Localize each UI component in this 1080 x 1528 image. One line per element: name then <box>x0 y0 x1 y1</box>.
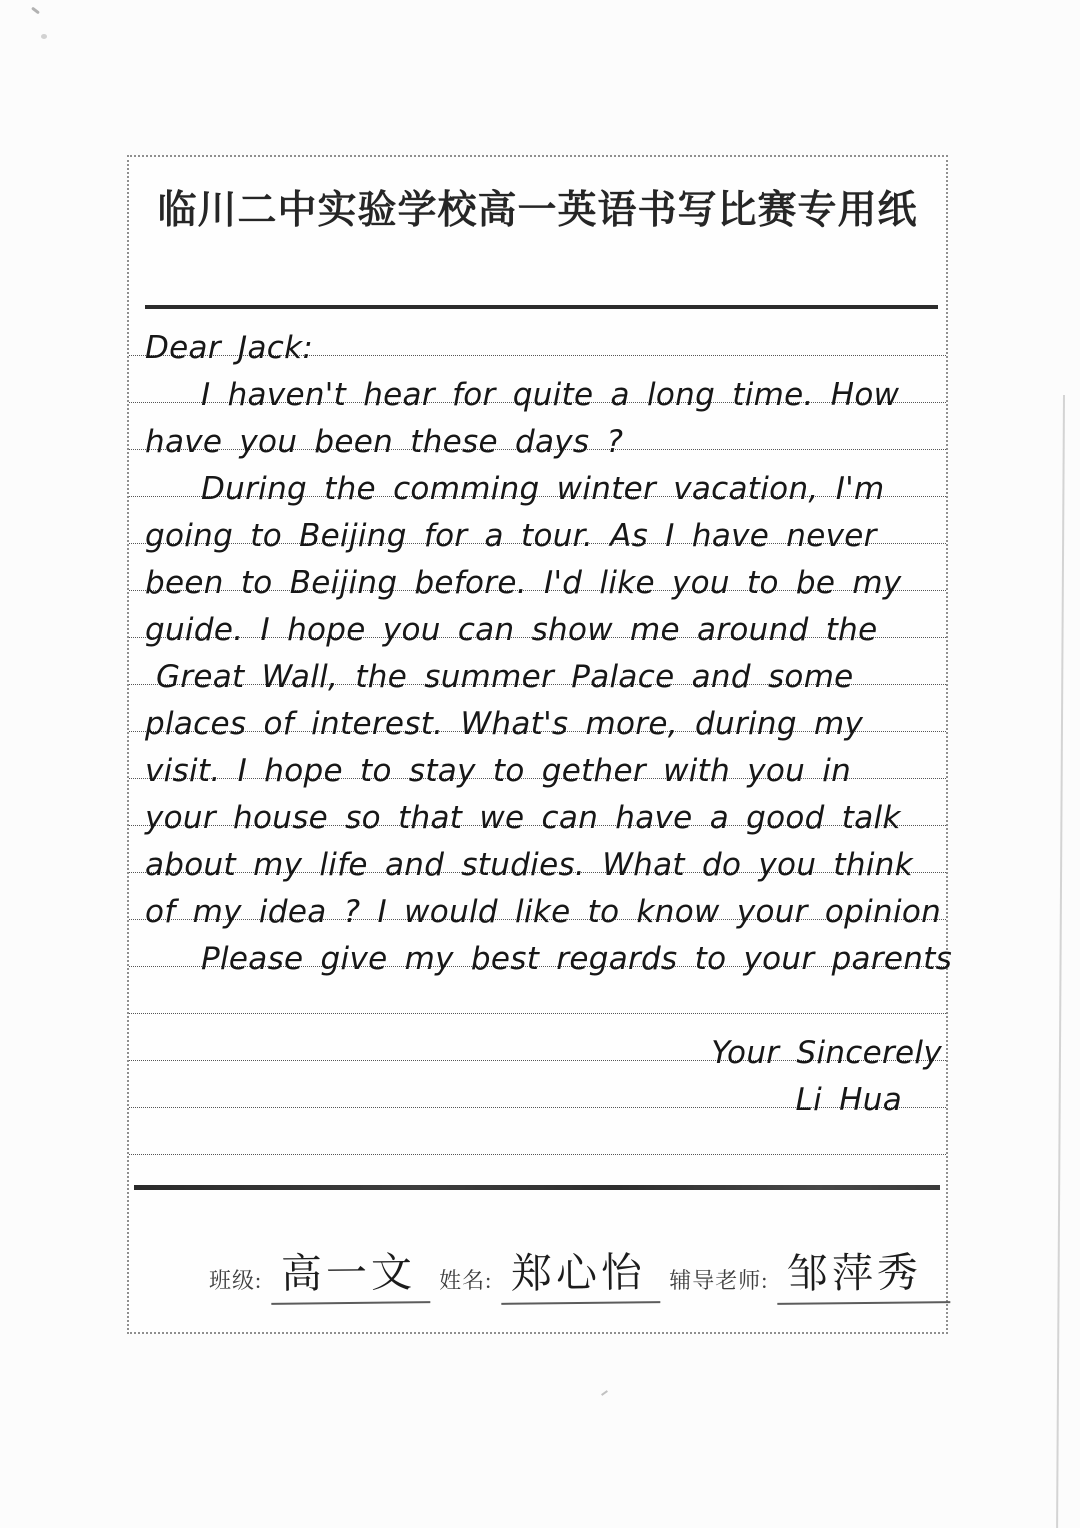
letter-line-text: your house so that we can have a good talk <box>145 800 901 836</box>
letter-line <box>129 544 946 601</box>
scan-edge-line <box>1056 395 1065 1528</box>
letter-line-text: visit. I hope to stay to gether with you in <box>145 753 852 789</box>
writing-area <box>129 309 953 1155</box>
letter-line <box>129 920 953 977</box>
letter-line <box>129 356 946 413</box>
footer-rule <box>134 1185 940 1190</box>
letter-line <box>129 638 946 695</box>
class-label: 班级: <box>209 1268 263 1293</box>
letter-line-text: of my idea ? I would like to know your opinion <box>145 894 942 930</box>
letter-line-text: guide. I hope you can show me around the <box>145 612 878 648</box>
class-value-handwritten: 高一文 <box>271 1239 431 1305</box>
letter-line <box>129 685 946 742</box>
letter-line <box>129 497 946 554</box>
letter-line-text: I haven't hear for quite a long time. How <box>201 377 900 413</box>
letter-line-text: going to Beijing for a tour. As I have never <box>145 518 877 554</box>
letter-line-signature <box>129 1061 946 1118</box>
letter-line-text: Great Wall, the summer Palace and some <box>156 659 854 695</box>
letter-line <box>129 450 946 507</box>
letter-line <box>129 403 946 460</box>
letter-line-text: Dear Jack: <box>145 330 314 366</box>
letter-line <box>129 309 946 366</box>
letter-line-empty <box>129 967 946 1014</box>
paper-title: 临川二中实验学校高一英语书写比赛专用纸 <box>157 189 918 232</box>
letter-line-text: been to Beijing before. I'd like you to be my <box>145 565 902 601</box>
teacher-value-handwritten: 邹萍秀 <box>777 1239 951 1305</box>
letter-line <box>129 779 946 836</box>
competition-paper <box>127 155 953 1334</box>
scan-artifact <box>31 7 40 15</box>
letter-line-empty <box>129 1108 946 1155</box>
letter-line-text: Please give my best regards to your parents <box>201 941 953 977</box>
letter-line-text: about my life and studies. What do you think <box>145 847 913 883</box>
scan-artifact <box>601 1390 608 1396</box>
name-label: 姓名: <box>439 1268 493 1293</box>
letter-line-text: places of interest. What's more, during my <box>145 706 864 742</box>
teacher-label: 辅导老师: <box>669 1268 769 1293</box>
name-value-handwritten: 郑心怡 <box>501 1239 661 1305</box>
letter-line-text: have you been these days ? <box>145 424 624 460</box>
letter-line <box>129 591 946 648</box>
letter-line <box>129 732 946 789</box>
letter-line-signoff <box>129 1014 946 1071</box>
footer-fields <box>209 1240 936 1304</box>
letter-line <box>129 873 946 930</box>
scan-artifact <box>41 34 47 39</box>
letter-line-text: During the comming winter vacation, I'm <box>201 471 885 507</box>
letter-line-text: Li Hua <box>795 1082 902 1118</box>
letter-line-text: Your Sincerely <box>711 1035 942 1071</box>
letter-line <box>129 826 946 883</box>
